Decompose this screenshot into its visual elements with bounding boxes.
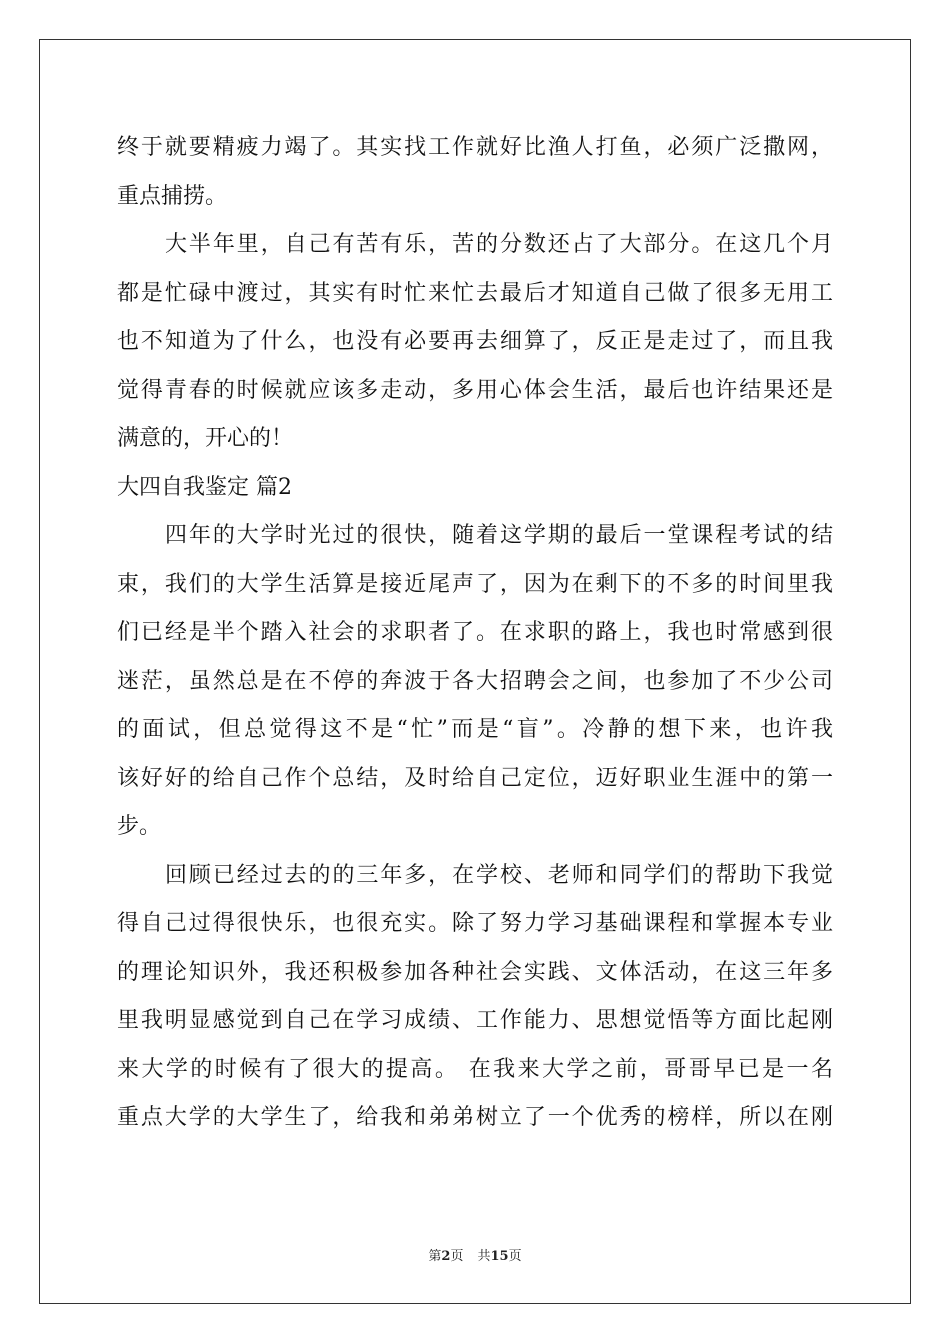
page-footer — [0, 1245, 950, 1264]
document-body — [117, 124, 833, 1143]
footer-total-suffix: 页 — [508, 1249, 522, 1264]
text-line: 该好好的给自己作个总结，及时给自己定位，迈好职业生涯中的第一 — [117, 765, 833, 791]
text-line: 四年的大学时光过的很快，随着这学期的最后一堂课程考试的结 — [165, 523, 833, 548]
text-line: 觉得青春的时候就应该多走动，多用心体会生活，最后也许结果还是 — [117, 377, 833, 403]
text-line: 的面试，但总觉得这不是“忙”而是“盲”。冷静的想下来，也许我 — [117, 717, 833, 742]
text-line: 的理论知识外，我还积极参加各种社会实践、文体活动，在这三年多 — [117, 959, 833, 985]
text-line: 束，我们的大学生活算是接近尾声了，因为在剩下的不多的时间里我 — [117, 571, 833, 597]
text-line: 终于就要精疲力竭了。其实找工作就好比渔人打鱼，必须广泛撒网， — [117, 135, 833, 160]
text-line: 重点大学的大学生了，给我和弟弟树立了一个优秀的榜样，所以在刚 — [117, 1105, 833, 1130]
text-line: 迷茫，虽然总是在不停的奔波于各大招聘会之间，也参加了不少公司 — [117, 668, 833, 694]
text-line: 也不知道为了什么，也没有必要再去细算了，反正是走过了，而且我 — [117, 329, 833, 354]
total-pages-number: 15 — [490, 1249, 509, 1264]
text-line: 都是忙碌中渡过，其实有时忙来忙去最后才知道自己做了很多无用工 — [117, 280, 833, 306]
footer-prefix: 第 — [428, 1249, 442, 1264]
section-heading: 大四自我鉴定 篇2 — [117, 474, 292, 500]
text-line: 们已经是半个踏入社会的求职者了。在求职的路上，我也时常感到很 — [117, 620, 833, 645]
footer-total-prefix: 共 — [477, 1249, 491, 1264]
text-line: 里我明显感觉到自己在学习成绩、工作能力、思想觉悟等方面比起刚 — [117, 1008, 833, 1033]
text-line: 步。 — [117, 814, 162, 839]
text-line: 满意的，开心的！ — [117, 426, 294, 451]
text-line: 重点捕捞。 — [117, 183, 228, 209]
text-line: 来大学的时候有了很大的提高。 在我来大学之前，哥哥早已是一名 — [117, 1056, 833, 1082]
footer-page-suffix: 页 — [450, 1249, 464, 1264]
text-line: 得自己过得很快乐，也很充实。除了努力学习基础课程和掌握本专业 — [117, 911, 833, 936]
text-line: 大半年里，自己有苦有乐，苦的分数还占了大部分。在这几个月 — [165, 232, 833, 257]
text-line: 回顾已经过去的的三年多，在学校、老师和同学们的帮助下我觉 — [165, 862, 833, 888]
current-page-number: 2 — [441, 1249, 451, 1264]
